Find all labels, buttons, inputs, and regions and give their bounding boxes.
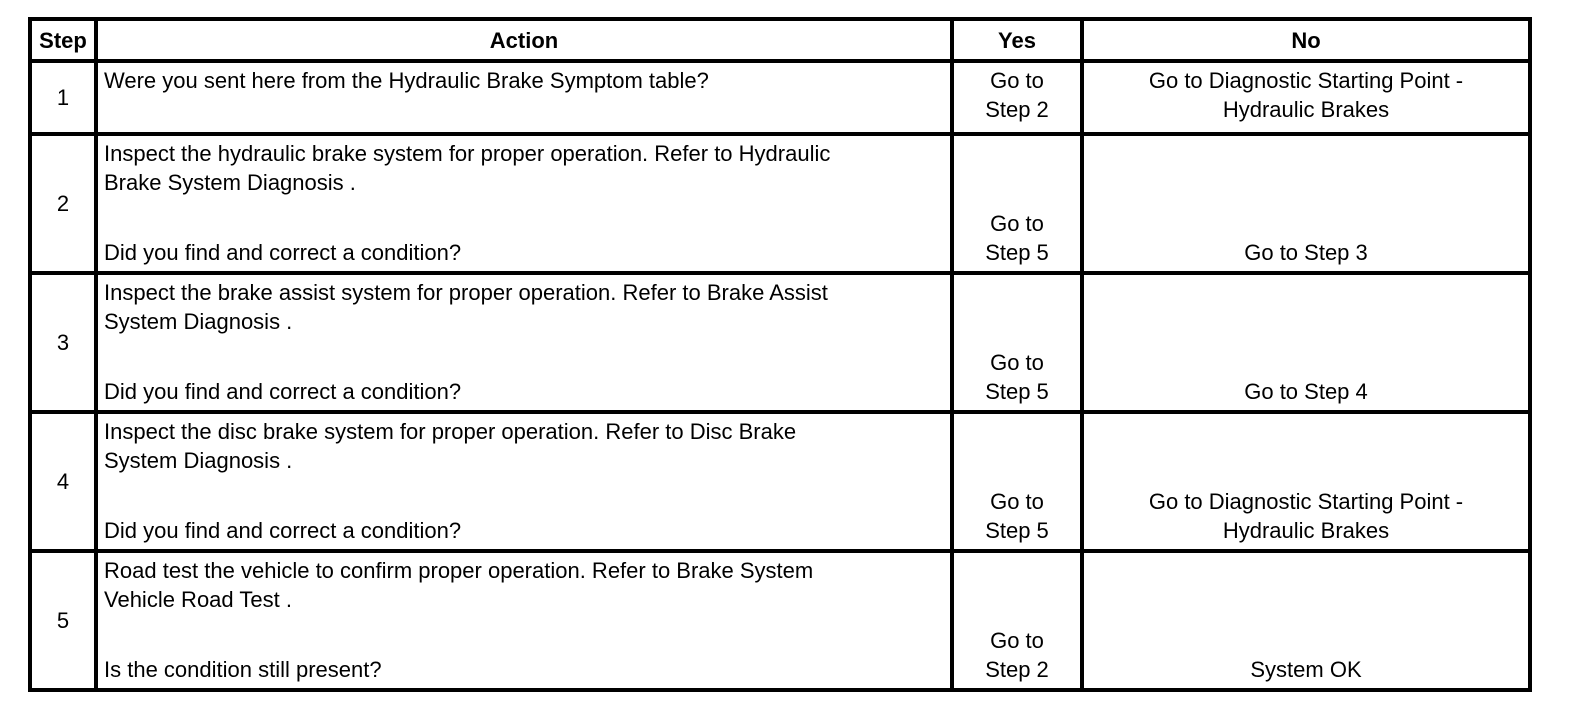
action-text-line1: Inspect the hydraulic brake system for proper operation. Refer to Hydraulic (104, 141, 831, 166)
yes-cell (952, 134, 1082, 273)
action-question: Is the condition still present? (104, 657, 382, 682)
action-text-line2: System Diagnosis . (104, 309, 293, 334)
step-number: 1 (30, 61, 96, 134)
no-cell (1082, 134, 1530, 273)
action-cell (96, 412, 952, 551)
table-row (30, 273, 1530, 412)
no-cell (1082, 551, 1530, 690)
yes-text-line2: Step 5 (985, 240, 1049, 265)
step-number: 4 (30, 412, 96, 551)
yes-text-line1: Go to (990, 628, 1044, 653)
yes-text-line2: Step 5 (985, 518, 1049, 543)
yes-text-line1: Go to (990, 211, 1044, 236)
no-text: Go to Step 4 (1244, 379, 1368, 404)
yes-text-line2: Step 2 (985, 657, 1049, 682)
yes-text-line2: Step 2 (985, 97, 1049, 122)
no-text-line1: Go to Diagnostic Starting Point - (1148, 489, 1464, 514)
no-text-line1: Go to Diagnostic Starting Point - (1148, 68, 1464, 93)
action-text-line1: Road test the vehicle to confirm proper operation. Refer to Brake System (104, 558, 814, 583)
no-text: System OK (1250, 657, 1362, 682)
step-number: 3 (30, 273, 96, 412)
action-text-line2: Vehicle Road Test . (104, 587, 292, 612)
header-no: No (1082, 19, 1530, 61)
yes-text-line1: Go to (990, 350, 1044, 375)
no-text: Go to Step 3 (1244, 240, 1368, 265)
table-row (30, 134, 1530, 273)
no-text-line2: Hydraulic Brakes (1222, 97, 1390, 122)
action-text-line2: Brake System Diagnosis . (104, 170, 356, 195)
step-number: 5 (30, 551, 96, 690)
action-cell (96, 273, 952, 412)
action-question: Did you find and correct a condition? (104, 240, 462, 265)
action-text: Were you sent here from the Hydraulic Brake Symptom table? (104, 68, 709, 93)
header-yes: Yes (952, 19, 1082, 61)
yes-text-line1: Go to (990, 68, 1044, 93)
action-cell (96, 551, 952, 690)
table-row (30, 551, 1530, 690)
no-cell (1082, 412, 1530, 551)
diagnostic-table (28, 17, 1532, 692)
action-text-line2: System Diagnosis . (104, 448, 293, 473)
header-step: Step (30, 19, 96, 61)
action-cell (96, 134, 952, 273)
header-row (30, 19, 1530, 61)
step-number: 2 (30, 134, 96, 273)
action-cell (96, 61, 952, 134)
no-cell (1082, 61, 1530, 134)
yes-cell (952, 551, 1082, 690)
action-question: Did you find and correct a condition? (104, 518, 462, 543)
yes-text-line1: Go to (990, 489, 1044, 514)
action-question: Did you find and correct a condition? (104, 379, 462, 404)
yes-cell (952, 412, 1082, 551)
action-text-line1: Inspect the disc brake system for proper operation. Refer to Disc Brake (104, 419, 797, 444)
no-cell (1082, 273, 1530, 412)
header-action: Action (96, 19, 952, 61)
yes-cell (952, 61, 1082, 134)
table-row (30, 412, 1530, 551)
yes-text-line2: Step 5 (985, 379, 1049, 404)
action-text-line1: Inspect the brake assist system for proper operation. Refer to Brake Assist (104, 280, 828, 305)
no-text-line2: Hydraulic Brakes (1222, 518, 1390, 543)
table-row (30, 61, 1530, 134)
yes-cell (952, 273, 1082, 412)
